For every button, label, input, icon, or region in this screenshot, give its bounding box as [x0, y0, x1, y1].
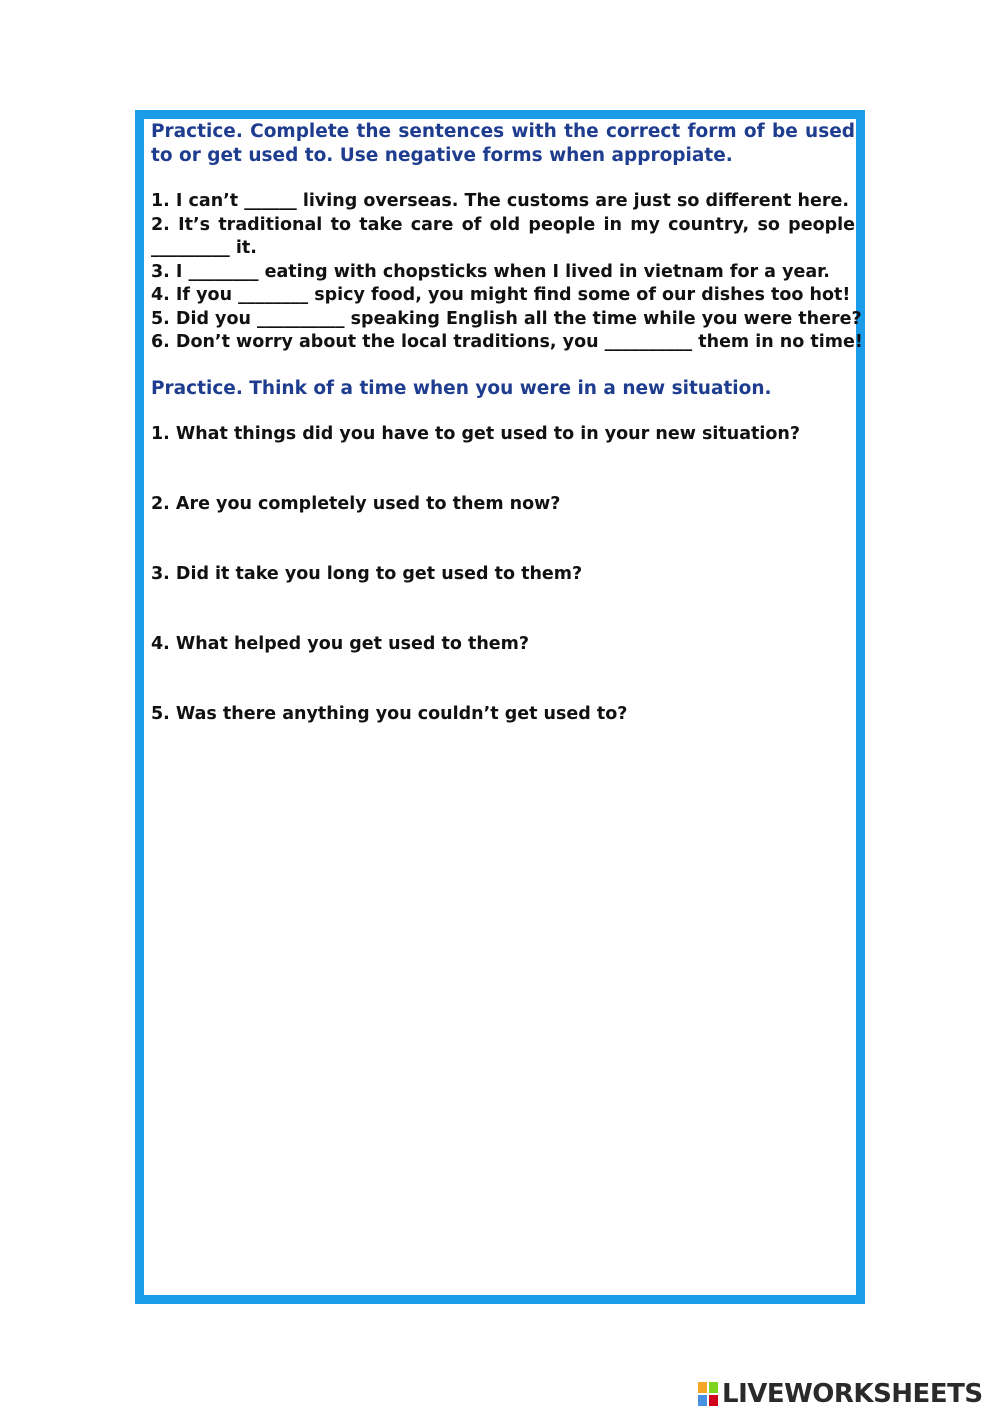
question-item: 5. Was there anything you couldn’t get used to? [151, 703, 628, 724]
logo-square [708, 1394, 719, 1407]
practice-1-heading: Practice. Complete the sentences with the correct form of be used to or get used to. Use negative forms when appropiate. [151, 121, 855, 166]
logo-square [697, 1394, 708, 1407]
question-item: 4. What helped you get used to them? [151, 633, 530, 654]
sentence-item: 4. If you ________ spicy food, you might find some of our dishes too hot! [151, 285, 851, 305]
question-item: 3. Did it take you long to get used to them? [151, 563, 583, 584]
sentence-item: 5. Did you __________ speaking English all the time while you were there? [151, 308, 862, 329]
sentence-item: 2. It’s traditional to take care of old people in my country, so people _________ it. [151, 214, 855, 258]
sentence-list [151, 190, 863, 355]
logo-square [708, 1381, 719, 1394]
practice-2-heading: Practice. Think of a time when you were in a new situation. [151, 377, 772, 399]
sentence-item: 1. I can’t ______ living overseas. The customs are just so different here. [151, 191, 849, 211]
sentence-item: 3. I ________ eating with chopsticks when I lived in vietnam for a year. [151, 261, 830, 282]
question-list [151, 423, 855, 773]
logo-square [697, 1381, 708, 1394]
liveworksheets-logo-icon [697, 1381, 719, 1407]
liveworksheets-logo[interactable] [697, 1378, 983, 1410]
question-item: 2. Are you completely used to them now? [151, 493, 561, 514]
worksheet-content [151, 120, 863, 773]
sentence-item: 6. Don’t worry about the local traditions, you __________ them in no time! [151, 332, 863, 352]
question-item: 1. What things did you have to get used to in your new situation? [151, 423, 800, 444]
logo-text: LIVEWORKSHEETS [722, 1379, 983, 1409]
